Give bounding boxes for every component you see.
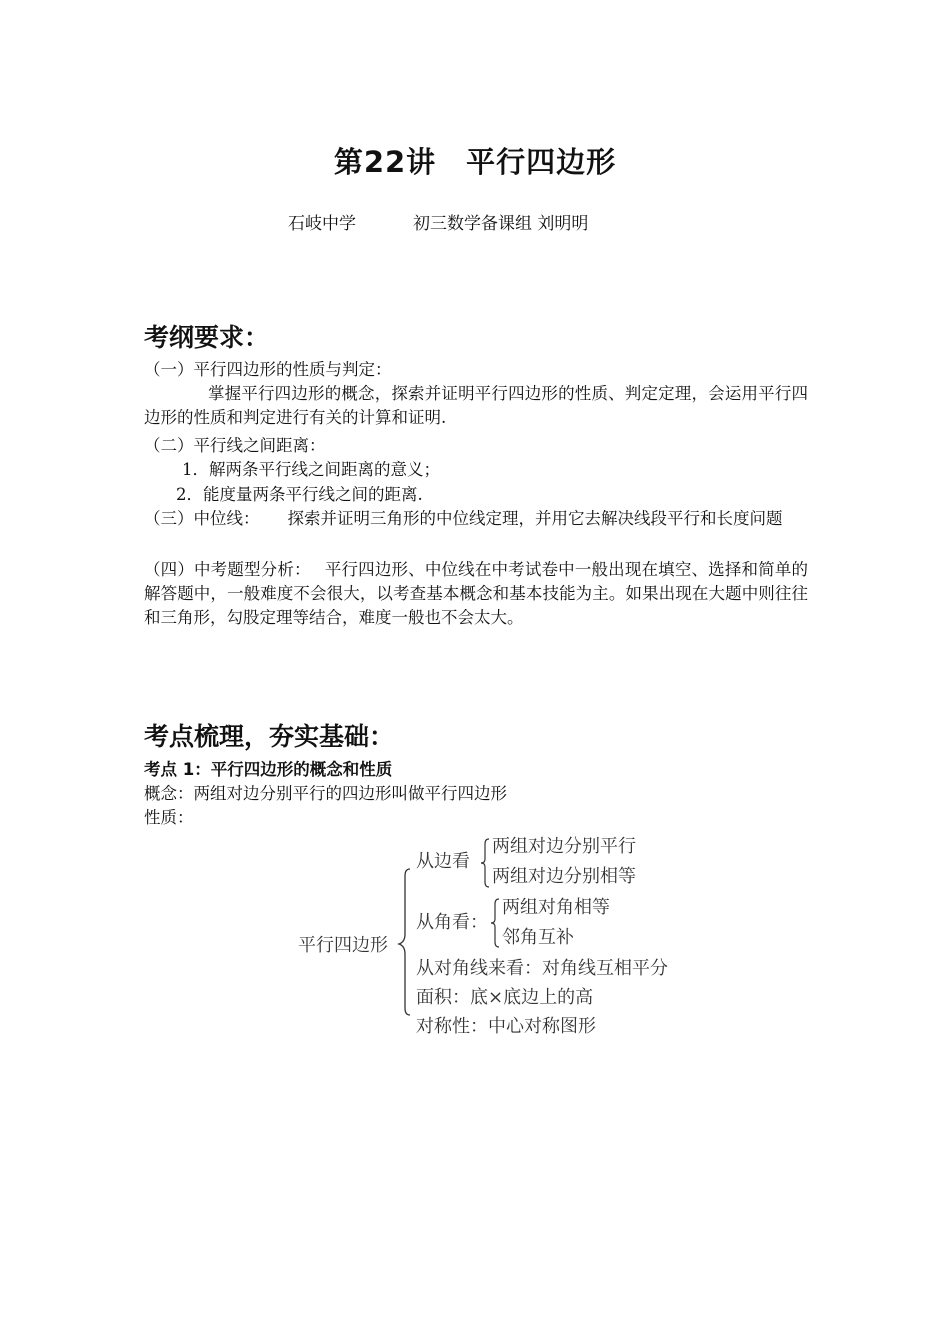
angle-brace-icon (490, 898, 500, 948)
diagram-symmetry: 对称性：中心对称图形 (416, 1016, 596, 1037)
syllabus-item4-label: （四）中考题型分析： (144, 560, 311, 579)
syllabus-item2-sub1: 1．解两条平行线之间距离的意义； (182, 460, 440, 479)
diagram-area: 面积：底×底边上的高 (416, 987, 594, 1008)
diagram-side-b: 两组对边分别相等 (492, 866, 636, 887)
syllabus-heading: 考纲要求： (144, 323, 270, 352)
main-brace-icon (398, 868, 412, 1016)
diagram-side-a: 两组对边分别平行 (492, 836, 636, 857)
page-title: 第22讲 平行四边形 (333, 145, 617, 179)
syllabus-item3-body: 探索并证明三角形的中位线定理，并用它去解决线段平行和长度问题 (287, 509, 783, 528)
diagram-angle-view: 从角看： (416, 912, 488, 933)
syllabus-item4 (144, 558, 808, 630)
author-group: 初三数学备课组 刘明明 (413, 214, 589, 234)
diagram-root: 平行四边形 (298, 935, 388, 956)
syllabus-item3 (144, 507, 808, 531)
side-brace-icon (480, 838, 490, 888)
diagram-side-view: 从边看 (416, 851, 470, 872)
syllabus-item1-body: 掌握平行四边形的概念，探索并证明平行四边形的性质、判定定理，会运用平行四边形的性质和判定进行有关的计算和证明. (144, 384, 808, 427)
review-heading: 考点梳理，夯实基础： (144, 722, 395, 751)
syllabus-item4-body: 平行四边形、中位线在中考试卷中一般出现在填空、选择和简单的解答题中，一般难度不会很大，以考查基本概念和基本技能为主。如果出现在大题中则往往和三角形，勾股定理等结合，难度一般也不会太大。 (144, 560, 809, 627)
property-label: 性质： (144, 808, 194, 827)
diagram-angle-a: 两组对角相等 (502, 897, 610, 918)
concept-text: 概念：两组对边分别平行的四边形叫做平行四边形 (144, 784, 507, 803)
syllabus-item3-label: （三）中位线： (144, 509, 260, 528)
point1-title: 考点 1：平行四边形的概念和性质 (144, 760, 393, 779)
syllabus-item2-title: （二）平行线之间距离： (144, 436, 326, 455)
syllabus-item1-title: （一）平行四边形的性质与判定： (144, 360, 392, 379)
diagram-diagonal: 从对角线来看：对角线互相平分 (416, 958, 668, 979)
syllabus-item2-sub2: 2．能度量两条平行线之间的距离. (176, 485, 423, 504)
diagram-angle-b: 邻角互补 (502, 927, 574, 948)
school-name: 石岐中学 (288, 214, 356, 234)
